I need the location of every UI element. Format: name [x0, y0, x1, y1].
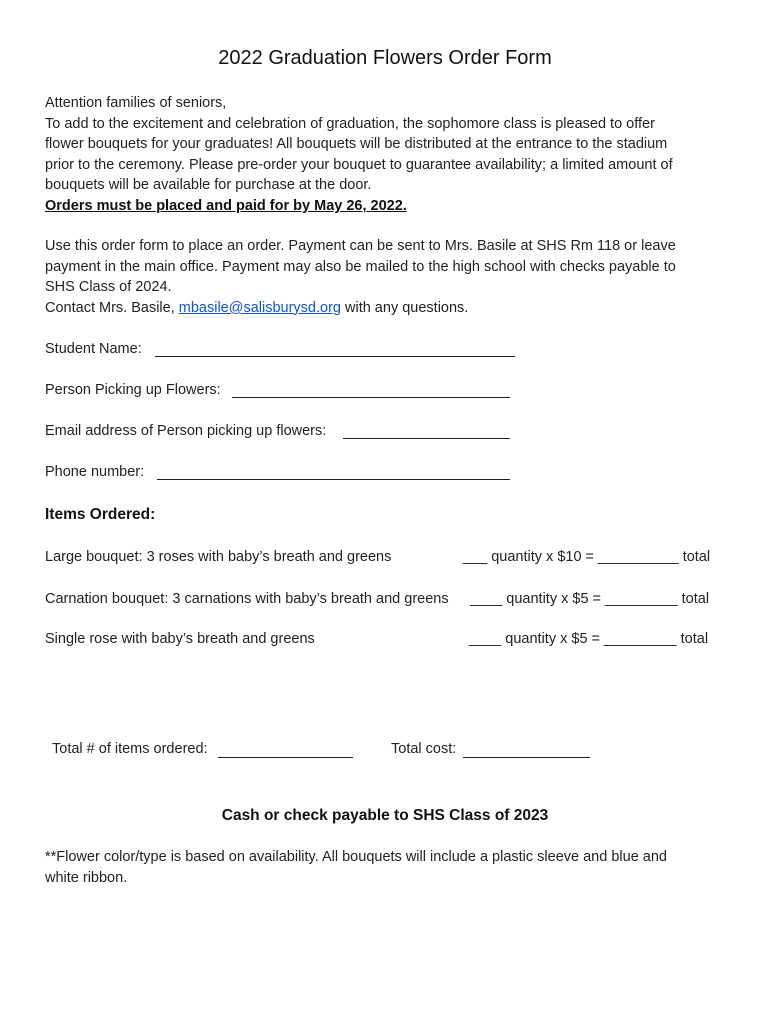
- item-description: Large bouquet: 3 roses with baby’s breath and greens: [45, 549, 392, 565]
- payment-text-line: payment in the main office. Payment may also be mailed to the high school with checks payable to: [45, 258, 676, 275]
- payment-paragraph: [45, 236, 725, 318]
- person-picking-up-field[interactable]: [232, 397, 510, 398]
- order-deadline: Orders must be placed and paid for by May 26, 2022.: [45, 197, 407, 214]
- person-picking-up-label: Person Picking up Flowers:: [45, 382, 221, 398]
- footnote-line: **Flower color/type is based on availability. All bouquets will include a plastic sleeve and blue and: [45, 849, 667, 865]
- contact-suffix: with any questions.: [340, 299, 469, 316]
- email-address-label: Email address of Person picking up flowers:: [45, 423, 327, 439]
- intro-greeting: Attention families of seniors,: [45, 95, 227, 111]
- phone-number-field[interactable]: [157, 479, 510, 480]
- payment-text-line: SHS Class of 2024.: [45, 279, 172, 296]
- items-ordered-heading: Items Ordered:: [45, 506, 156, 523]
- total-cost-label: Total cost:: [391, 741, 457, 757]
- item-quantity-total[interactable]: ____ quantity x $5 = _________ total: [469, 631, 709, 647]
- intro-text-line: To add to the excitement and celebration of graduation, the sophomore class is pleased to offer: [45, 115, 655, 132]
- page-title: 2022 Graduation Flowers Order Form: [218, 47, 552, 69]
- student-name-label: Student Name:: [45, 341, 142, 357]
- intro-text-line: flower bouquets for your graduates! All bouquets will be distributed at the entrance to the stadium: [45, 136, 668, 153]
- email-address-field[interactable]: [343, 438, 510, 439]
- total-items-field[interactable]: [218, 757, 353, 758]
- item-description: Carnation bouquet: 3 carnations with baby’s breath and greens: [45, 591, 449, 607]
- student-name-field[interactable]: [155, 356, 515, 357]
- footnote: [45, 847, 725, 888]
- contact-prefix: Contact Mrs. Basile,: [45, 299, 179, 316]
- contact-line: [45, 298, 725, 319]
- email-link[interactable]: mbasile@salisburysd.org: [178, 299, 341, 316]
- intro-paragraph: [45, 93, 725, 217]
- phone-number-label: Phone number:: [45, 464, 145, 480]
- payable-note: Cash or check payable to SHS Class of 2023: [221, 807, 549, 824]
- item-description: Single rose with baby’s breath and greens: [45, 631, 315, 647]
- item-quantity-total[interactable]: ____ quantity x $5 = _________ total: [470, 591, 710, 607]
- total-cost-field[interactable]: [463, 757, 590, 758]
- intro-text-line: bouquets will be available for purchase at the door.: [45, 177, 372, 194]
- payment-text-line: Use this order form to place an order. Payment can be sent to Mrs. Basile at SHS Rm 118 or leave: [45, 238, 676, 254]
- item-quantity-total[interactable]: ___ quantity x $10 = __________ total: [463, 549, 711, 565]
- intro-text-line: prior to the ceremony. Please pre-order your bouquet to guarantee availability; a limited amount of: [45, 156, 673, 173]
- footnote-line: white ribbon.: [45, 869, 128, 886]
- total-items-label: Total # of items ordered:: [52, 741, 208, 757]
